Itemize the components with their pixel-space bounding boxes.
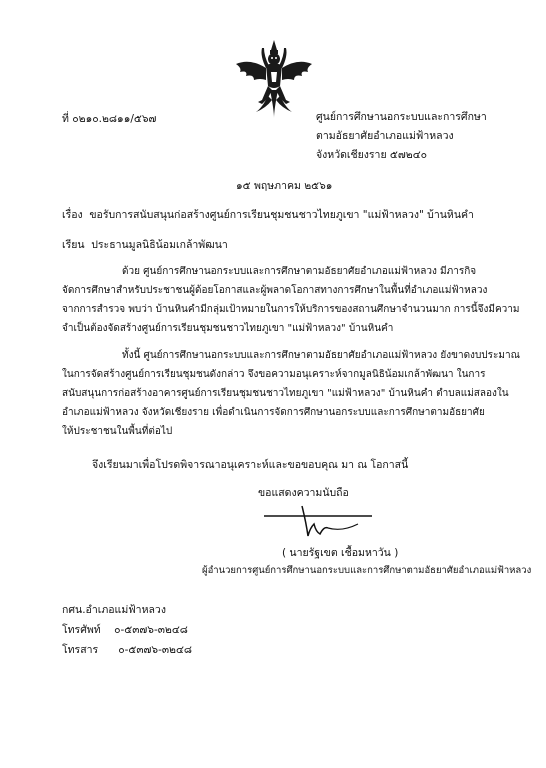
footer-phone <box>62 621 188 638</box>
fax-number: ๐-๕๓๗๖-๓๒๔๘ <box>118 644 193 656</box>
paragraph-line: ทั้งนี้ ศูนย์การศึกษานอกระบบและการศึกษาตามอัธยาศัยอำเภอแม่ฟ้าหลวง ยังขาดงบประมาณ <box>122 350 520 361</box>
paragraph-line: จัดการศึกษาสำหรับประชาชนผู้ด้อยโอกาสและผู้พลาดโอกาสทางการศึกษาในพื้นที่อำเภอแม่ฟ้าหลวง <box>62 285 488 296</box>
phone-number: ๐-๕๓๗๖-๓๒๔๘ <box>114 624 188 636</box>
subject-label: เรื่อง <box>62 209 83 221</box>
org-address-line: จังหวัดเชียงราย ๕๗๒๔๐ <box>316 149 428 161</box>
closing-request: จึงเรียนมาเพื่อโปรดพิจารณาอนุเคราะห์และขอขอบคุณ มา ณ โอกาสนี้ <box>92 459 409 471</box>
body-paragraph-1 <box>62 262 520 338</box>
paragraph-line: จากการสำรวจ พบว่า บ้านหินคำมีกลุ่มเป้าหมายในการให้บริการของสถานศึกษาจำนวนมาก การนี้จึงมีความ <box>62 304 520 315</box>
closing-salutation: ขอแสดงความนับถือ <box>258 487 349 499</box>
fax-label: โทรสาร <box>62 644 99 656</box>
addressee-text: ประธานมูลนิธิน้อมเกล้าพัฒนา <box>91 239 228 251</box>
handwritten-signature-icon <box>262 502 380 542</box>
signer-position: ผู้อำนวยการศูนย์การศึกษานอกระบบและการศึกษาตามอัธยาศัยอำเภอแม่ฟ้าหลวง <box>202 565 532 576</box>
subject-text: ขอรับการสนับสนุนก่อสร้างศูนย์การเรียนชุมชนชาวไทยภูเขา "แม่ฟ้าหลวง" บ้านหินคำ <box>89 209 474 221</box>
footer-office: กศน.อำเภอแม่ฟ้าหลวง <box>62 604 166 616</box>
signer-name: ( นายรัฐเขต เชื้อมหาวัน ) <box>282 547 399 559</box>
addressee-line <box>62 236 228 253</box>
letter-date: ๑๕ พฤษภาคม ๒๕๖๑ <box>236 180 333 192</box>
addressee-label: เรียน <box>62 239 85 251</box>
paragraph-line: จำเป็นต้องจัดสร้างศูนย์การเรียนชุมชนชาวไทยภูเขา "แม่ฟ้าหลวง" บ้านหินคำ <box>62 323 394 334</box>
org-address-line: ศูนย์การศึกษานอกระบบและการศึกษา <box>316 111 487 123</box>
paragraph-line: ด้วย ศูนย์การศึกษานอกระบบและการศึกษาตามอัธยาศัยอำเภอแม่ฟ้าหลวง มีภารกิจ <box>122 266 477 277</box>
paragraph-line: ให้ประชาชนในพื้นที่ต่อไป <box>62 426 173 437</box>
paragraph-line: อำเภอแม่ฟ้าหลวง จังหวัดเชียงราย เพื่อดำเนินการจัดการศึกษานอกระบบและการศึกษาตามอัธยาศัย <box>62 407 485 418</box>
body-paragraph-2 <box>62 346 520 441</box>
subject-line <box>62 206 474 223</box>
paragraph-line: ในการจัดสร้างศูนย์การเรียนชุมชนดังกล่าว จึงขอความอนุเคราะห์จากมูลนิธิน้อมเกล้าพัฒนา ในการ <box>62 369 486 380</box>
paragraph-line: สนับสนุนการก่อสร้างอาคารศูนย์การเรียนชุมชนชาวไทยภูเขา "แม่ฟ้าหลวง" บ้านหินคำ ตำบลแม่สลองใน <box>62 388 509 399</box>
phone-label: โทรศัพท์ <box>62 624 101 636</box>
garuda-emblem-icon <box>232 38 316 120</box>
document-number: ที่ ๐๒๑๐.๒๘๑๑/๕๖๗ <box>62 113 157 125</box>
org-address-line: ตามอัธยาศัยอำเภอแม่ฟ้าหลวง <box>316 130 454 142</box>
footer-fax <box>62 641 192 658</box>
